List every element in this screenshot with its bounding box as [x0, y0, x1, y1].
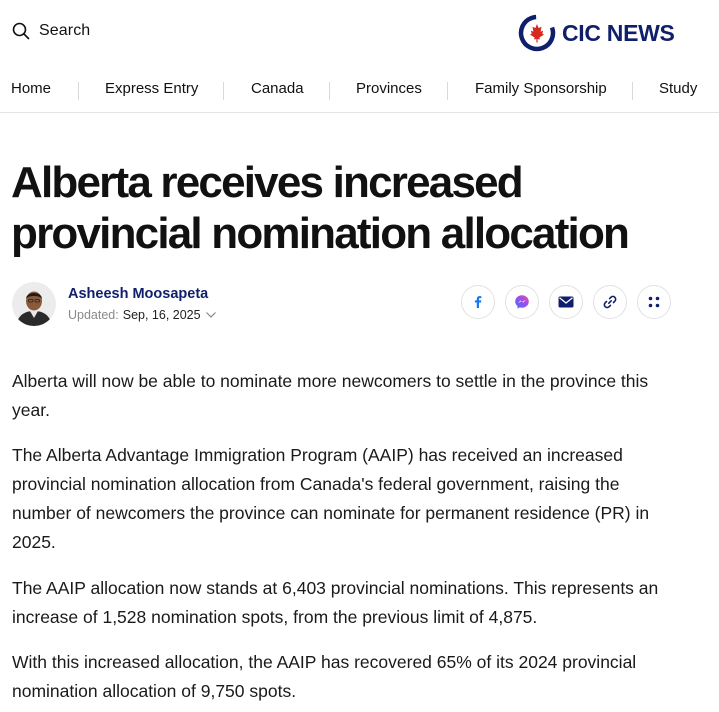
- article-paragraph: With this increased allocation, the AAIP has recovered 65% of its 2024 provincial nomination allocation of 9,750 spots.: [12, 652, 637, 701]
- article-paragraph: The AAIP allocation now stands at 6,403 provincial nominations. This represents an increase of 1,528 nomination spots, from the previous limit of 4,875.: [12, 578, 659, 627]
- more-icon: [647, 295, 661, 309]
- chevron-down-icon: [205, 311, 217, 319]
- search-label: Search: [39, 22, 91, 39]
- updated-date[interactable]: [68, 308, 217, 322]
- nav-canada[interactable]: Canada: [251, 80, 304, 97]
- share-email-button[interactable]: [549, 285, 583, 319]
- nav-divider: [223, 82, 224, 100]
- nav-divider: [447, 82, 448, 100]
- article-paragraph: The Alberta Advantage Immigration Program (AAIP) has received an increased provincial nomination allocation from Canada's federal government, raising the number of newcomers the province can nominate for permanent residence (PR) in 2025.: [12, 445, 650, 552]
- updated-label: Updated:: [68, 308, 119, 322]
- article-title: Alberta receives increased provincial nomination allocation: [11, 158, 629, 258]
- share-messenger-button[interactable]: [505, 285, 539, 319]
- author-photo-icon: [12, 282, 56, 326]
- share-facebook-button[interactable]: [461, 285, 495, 319]
- nav-divider: [329, 82, 330, 100]
- logo-text: CIC NEWS: [562, 19, 675, 46]
- maple-leaf-logo-icon: [518, 14, 556, 52]
- nav-express-entry[interactable]: Express Entry: [105, 80, 199, 97]
- email-icon: [558, 296, 574, 308]
- main-nav: [0, 72, 719, 113]
- nav-family-sponsorship[interactable]: Family Sponsorship: [475, 80, 607, 97]
- more-share-options-button[interactable]: [637, 285, 671, 319]
- nav-home[interactable]: Home: [11, 80, 52, 97]
- nav-divider: [632, 82, 633, 100]
- nav-provinces[interactable]: Provinces: [356, 80, 422, 97]
- nav-study[interactable]: Study: [659, 80, 698, 97]
- search-icon: [12, 22, 30, 40]
- search-button[interactable]: [12, 22, 90, 40]
- link-icon: [602, 294, 618, 310]
- cic-news-logo[interactable]: [518, 14, 675, 52]
- messenger-icon: [514, 294, 530, 310]
- author-name[interactable]: Asheesh Moosapeta: [68, 286, 209, 302]
- copy-link-button[interactable]: [593, 285, 627, 319]
- updated-date-value: Sep, 16, 2025: [122, 308, 201, 322]
- nav-divider: [78, 82, 79, 100]
- facebook-icon: [471, 295, 485, 309]
- author-avatar[interactable]: [12, 282, 56, 326]
- article-paragraph: Alberta will now be able to nominate more newcomers to settle in the province this year.: [12, 371, 649, 420]
